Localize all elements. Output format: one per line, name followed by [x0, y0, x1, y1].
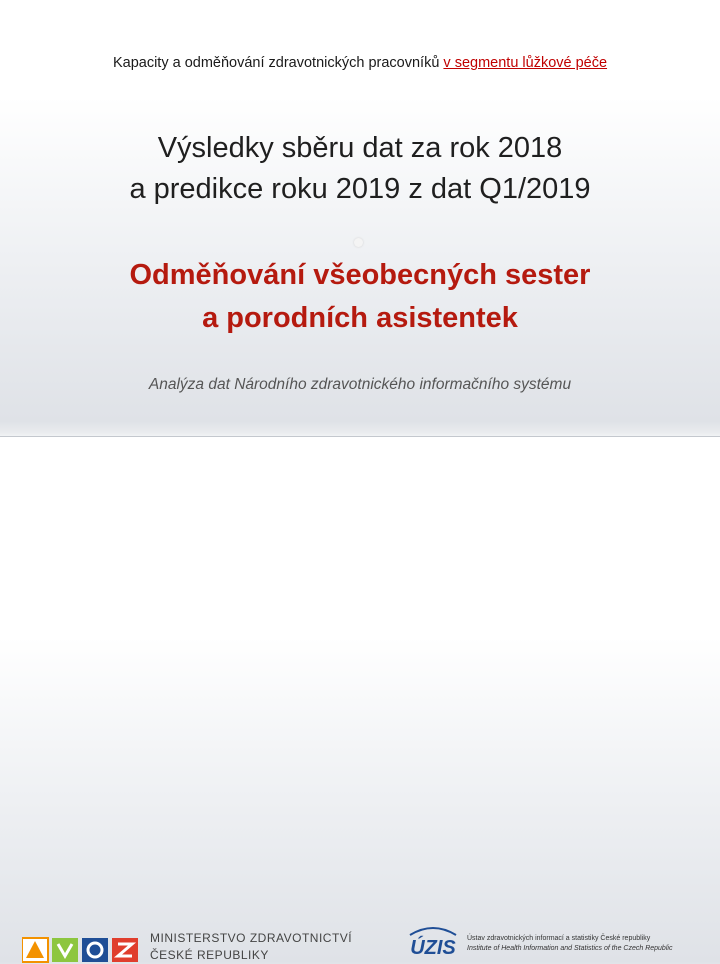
uzis-logo-text: ÚZIS [410, 937, 456, 959]
uzis-name [467, 934, 672, 954]
footer [0, 437, 720, 962]
subtitle-line-1: Odměňování všeobecných sester [129, 259, 591, 291]
uzis-name-en: Institute of Health Information and Statistics of the Czech Republic [467, 945, 673, 952]
subtitle [0, 254, 720, 340]
uzis-name-cs: Ústav zdravotnických informací a statistiky České republiky [467, 935, 651, 942]
ministry-line-2: ČESKÉ REPUBLIKY [150, 948, 269, 962]
topic-text: Kapacity a odměňování zdravotnických pracovníků [112, 55, 444, 71]
uzis-arc [410, 928, 456, 935]
analysis-source: Analýza dat Národního zdravotnického informačního systému [148, 376, 572, 393]
ministry-logo-tiles [22, 932, 140, 964]
presentation-topic [0, 55, 720, 71]
ministry-name [150, 930, 352, 964]
ministry-line-1: MINISTERSTVO ZDRAVOTNICTVÍ [150, 931, 353, 945]
subtitle-line-2: a porodních asistentek [202, 302, 518, 334]
decorative-dot [354, 238, 363, 247]
main-title-line-1: Výsledky sběru dat za rok 2018 [157, 132, 563, 164]
topic-segment-link[interactable]: v segmentu lůžkové péče [443, 55, 608, 71]
main-title [0, 128, 720, 210]
main-title-line-2: a predikce roku 2019 z dat Q1/2019 [129, 173, 591, 205]
uzis-logo [404, 923, 462, 959]
